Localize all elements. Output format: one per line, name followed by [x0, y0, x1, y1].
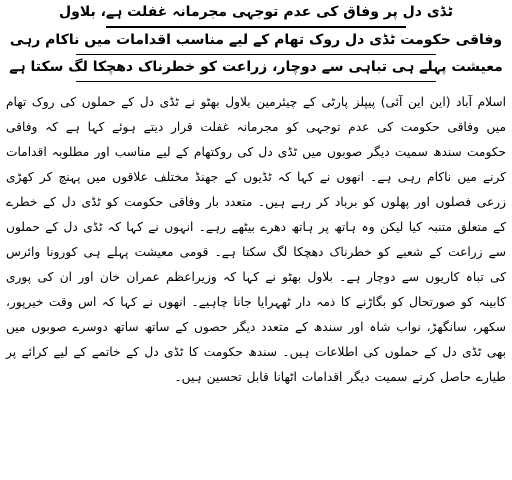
headline-sub-2: معیشت پہلے ہی تباہی سے دوچار، زراعت کو خطرناک دھچکا لگ سکتا ہے: [9, 59, 503, 75]
headline-sub-1: وفاقی حکومت ٹڈی دل روک تھام کے لیے مناسب اقدامات میں ناکام رہی: [9, 32, 503, 48]
headline-main: ٹڈی دل پر وفاق کی عدم توجہی مجرمانہ غفلت ہے، بلاول: [58, 4, 454, 20]
article-body: [6, 90, 506, 390]
headline-divider: [76, 81, 436, 82]
article-paragraph: اسلام آباد (این این آئی) پیپلز پارٹی کے چیئرمین بلاول بھٹو نے ٹڈی دل کے حملوں کی روک تھام میں وفاقی حکومت کی عدم توجہی کو مجرمانہ غفلت قرار دیتے ہوئے کہا ہے کہ وفاقی حکومت سندھ سمیت دیگر صوبوں میں ٹڈی دل کی روکتھام کے لیے مناسب اور مطلوبہ اقدامات کرنے میں ناکام رہی ہے۔ انھوں نے کہا کہ ٹڈیوں کے جھنڈ مختلف علاقوں میں پہنچ کر کھڑی زرعی فصلوں اور پھلوں کو برباد کر رہے ہیں۔ متعدد بار وفاقی حکومت کو ٹڈی دل کے خطرے کے متعلق متنبہ کیا لیکن وہ ہاتھ پر ہاتھ دھرے بیٹھے رہے۔ انہوں نے کہا کہ ٹڈی دل کے حملوں سے زراعت کے شعبے کو خطرناک دھچکا لگ سکتا ہے۔ قومی معیشت پہلے ہی کورونا وائرس کی تباہ کاریوں سے دوچار ہے۔ بلاول بھٹو نے کہا کہ وزیراعظم عمران خان اور ان کی پوری کابینہ کو صورتحال کو بگاڑنے کا ذمہ دار ٹھہرایا جانا چاہیے۔ انھوں نے کہا کہ اس وقت خیرپور، سکھر، سانگھڑ، نواب شاہ اور سندھ کے متعدد دیگر حصوں کے ساتھ ساتھ دوسرے صوبوں میں بھی ٹڈی دل کے حملوں کی اطلاعات ہیں۔ سندھ حکومت کا ٹڈی دل کے خاتمے کے لیے کرائے پر طیارے حاصل کرنے سمیت دیگر اقدامات اٹھانا قابل تحسین ہیں۔: [6, 95, 506, 384]
headline-block: [6, 0, 506, 82]
